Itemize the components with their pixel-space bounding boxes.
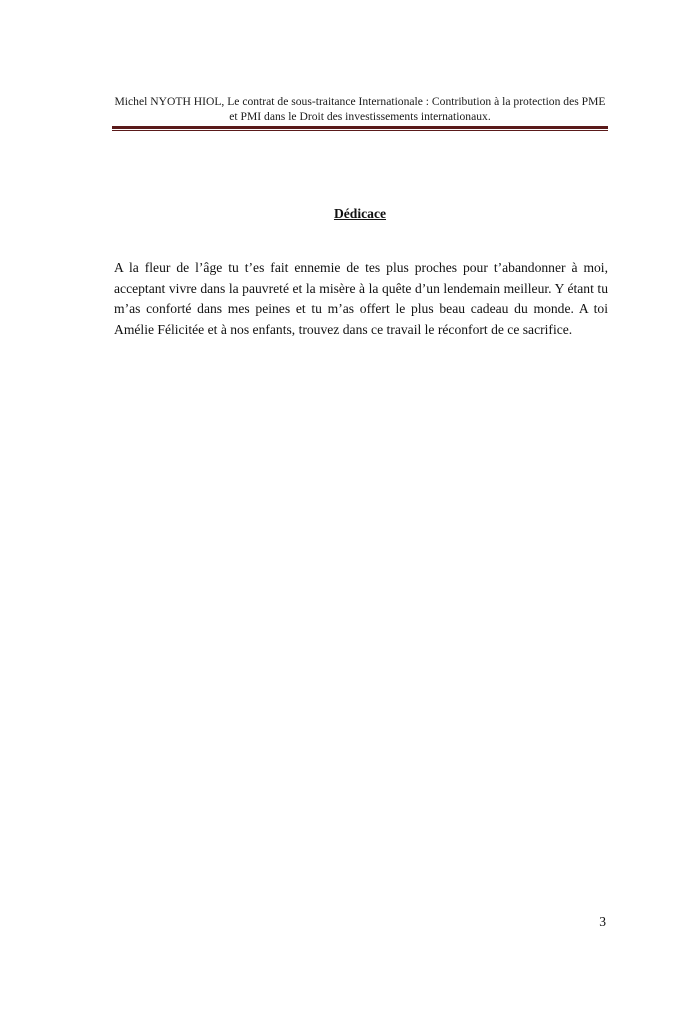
header-rule-thick (112, 126, 608, 129)
header-rule-thin (112, 130, 608, 131)
section-title: Dédicace (333, 206, 387, 221)
dedication-paragraph: A la fleur de l’âge tu t’es fait ennemie de tes plus proches pour t’abandonner à moi, acceptant vivre dans la pauvreté et la misère à la quête d’un lendemain meilleur. Y étant tu m’as conforté dans mes peines et tu m’as offert le plus beau cadeau du monde. A toi Amélie Félicitée et à nos enfants, trouvez dans ce travail le réconfort de ce sacrifice. (114, 260, 608, 337)
page-number: 3 (599, 914, 606, 929)
running-header: Michel NYOTH HIOL, Le contrat de sous-traitance Internationale : Contribution à la protection des PME et PMI dans le Droit des investissements internationaux. (114, 95, 606, 123)
